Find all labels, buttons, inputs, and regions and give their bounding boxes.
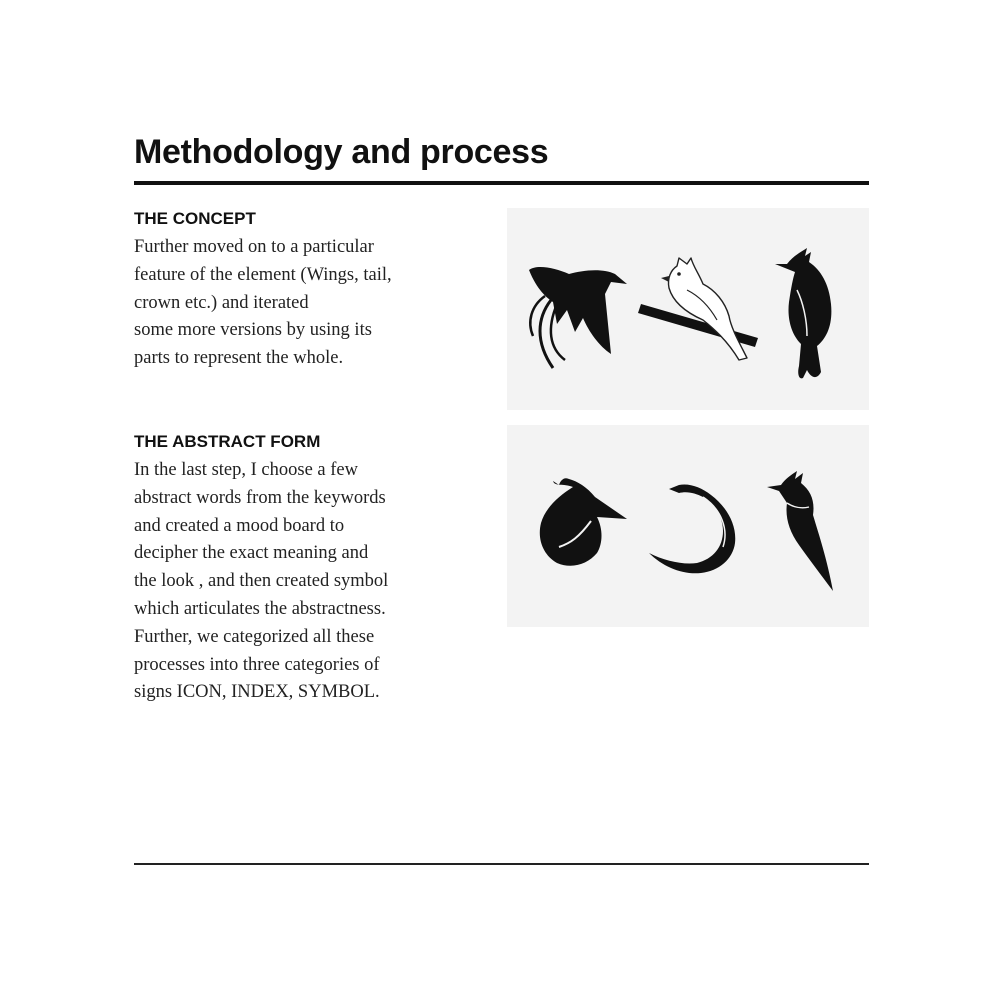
section-body-abstract-form: In the last step, I choose a few abstract words from the keywords and created a mood board to decipher the exact meaning and the look , and then created symbol which articulates the abstractness. Further, we categorized all these processes into three categories of signs ICON, INDEX, SYMBOL.	[134, 460, 389, 703]
perched-bird-outline-icon	[638, 258, 758, 360]
bird-head-circle-icon	[540, 478, 627, 566]
section-abstract-form	[134, 431, 484, 707]
footer-divider	[134, 863, 869, 865]
title-divider	[134, 181, 869, 185]
section-heading-abstract-form: THE ABSTRACT FORM	[134, 432, 321, 451]
section-body-concept: Further moved on to a particular feature of the element (Wings, tail, crown etc.) and iterated some more versions by using its parts to represent the whole.	[134, 237, 392, 369]
concept-illustration-panel	[507, 208, 869, 410]
section-heading-concept: THE CONCEPT	[134, 209, 256, 228]
section-concept	[134, 208, 484, 373]
crested-bird-profile-icon	[767, 471, 833, 591]
flying-bird-silhouette-icon	[529, 267, 627, 368]
abstract-form-illustration-panel	[507, 425, 869, 627]
crested-bird-silhouette-icon	[775, 248, 831, 378]
crescent-bird-icon	[649, 484, 735, 573]
page-title: Methodology and process	[134, 133, 549, 171]
